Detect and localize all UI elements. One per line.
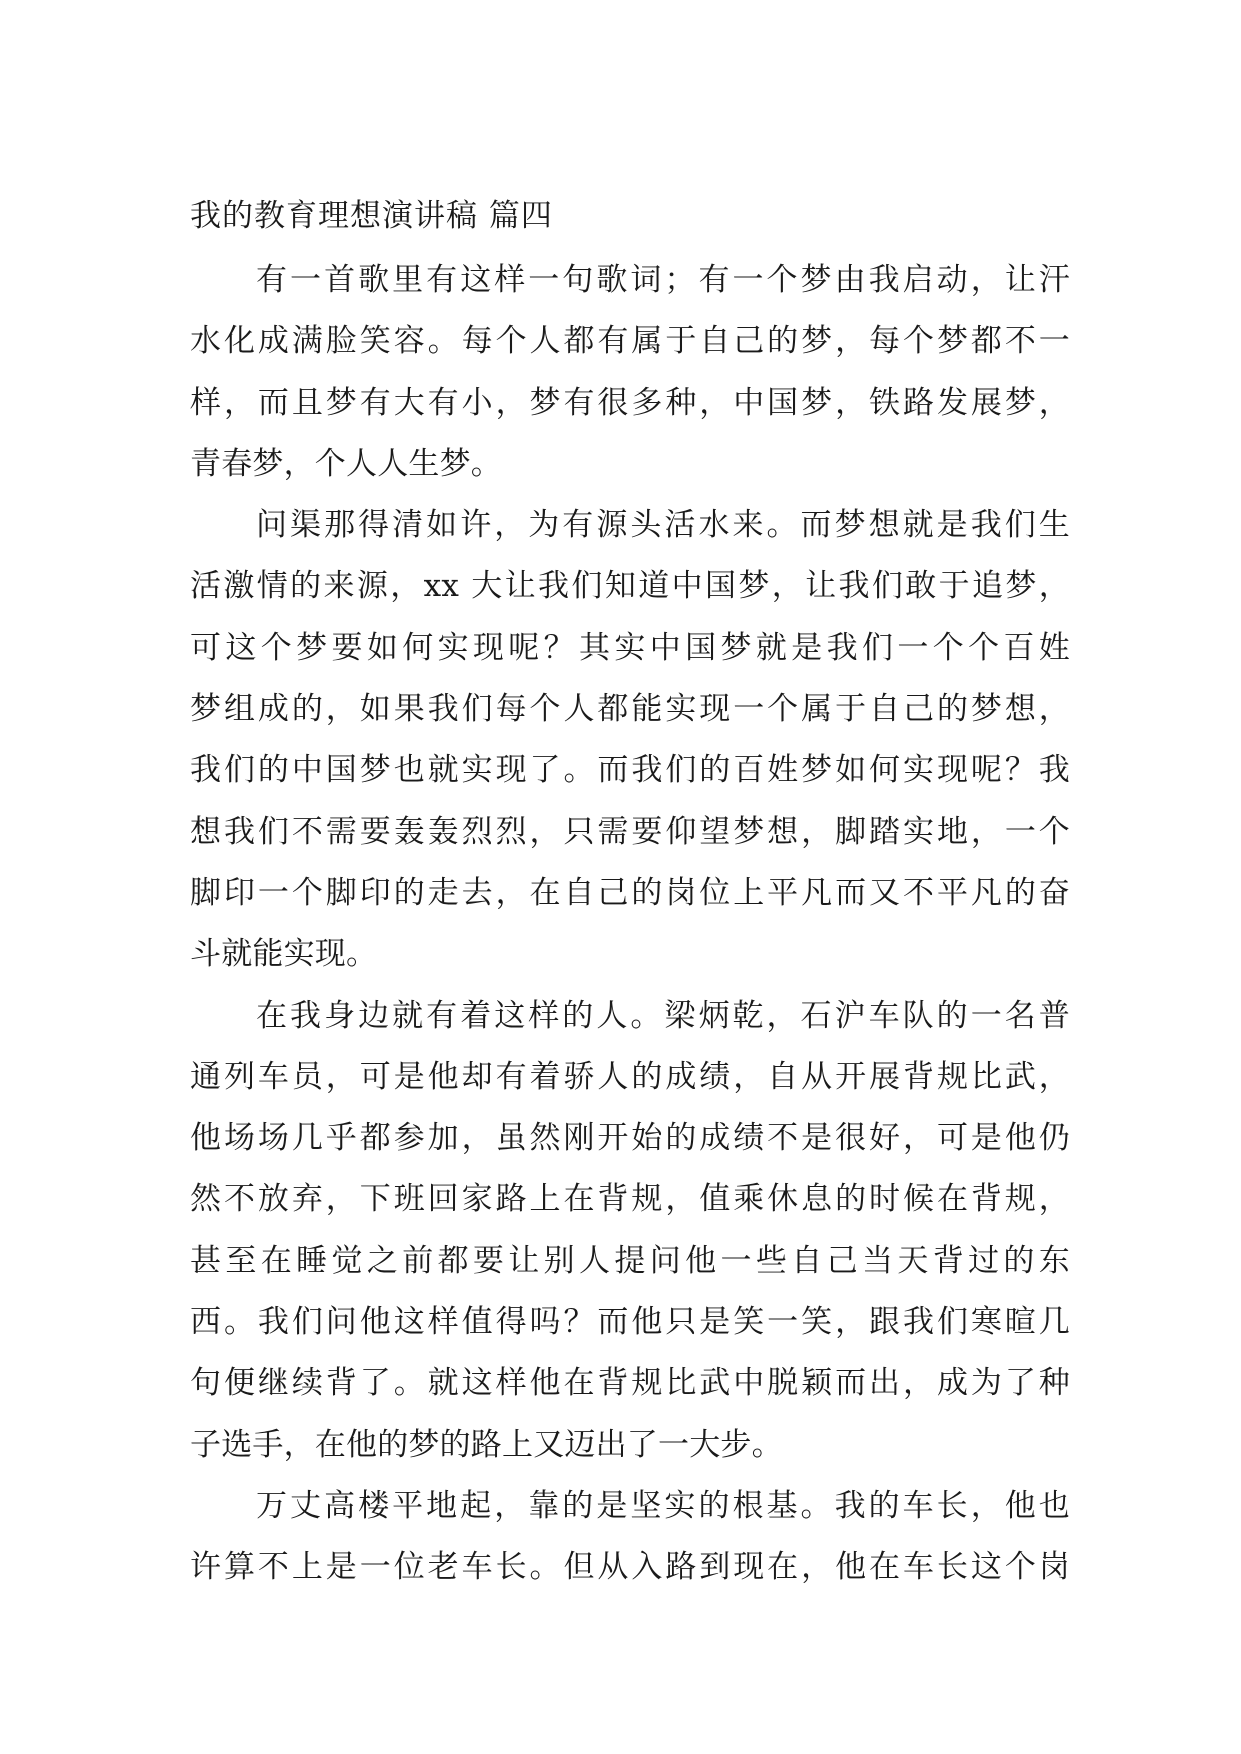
text-line: 脚印一个脚印的走去，在自己的岗位上平凡而又不平凡的奋 — [190, 874, 1070, 911]
text-line: 子选手，在他的梦的路上又迈出了一大步。 — [190, 1426, 783, 1463]
text-line: 句便继续背了。就这样他在背规比武中脱颖而出，成为了种 — [190, 1365, 1070, 1402]
text-line: 样，而且梦有大有小，梦有很多种，中国梦，铁路发展梦， — [190, 384, 1070, 421]
text-line: 在我身边就有着这样的人。梁炳乾，石沪车队的一名普 — [256, 997, 1070, 1034]
text-line: 梦组成的，如果我们每个人都能实现一个属于自己的梦想， — [190, 691, 1070, 728]
text-line: 他场场几乎都参加，虽然刚开始的成绩不是很好，可是他仍 — [190, 1120, 1070, 1157]
paragraph — [190, 986, 1070, 1476]
text-line: 然不放弃，下班回家路上在背规，值乘休息的时候在背规， — [190, 1181, 1070, 1218]
text-line: 斗就能实现。 — [190, 936, 378, 973]
text-line: 有一首歌里有这样一句歌词；有一个梦由我启动，让汗 — [256, 262, 1070, 298]
text-line: 水化成满脸笑容。每个人都有属于自己的梦，每个梦都不一 — [190, 323, 1070, 360]
text-line: 万丈高楼平地起，靠的是坚实的根基。我的车长，他也 — [256, 1487, 1070, 1524]
text-line: 可这个梦要如何实现呢？其实中国梦就是我们一个个百姓 — [190, 629, 1070, 666]
document-body — [190, 250, 1070, 1599]
text-line: 我们的中国梦也就实现了。而我们的百姓梦如何实现呢？我 — [190, 752, 1070, 789]
text-line: 青春梦，个人人生梦。 — [190, 445, 502, 482]
paragraph — [190, 250, 1070, 495]
text-line: 通列车员，可是他却有着骄人的成绩，自从开展背规比武， — [190, 1058, 1070, 1095]
text-line: 甚至在睡觉之前都要让别人提问他一些自己当天背过的东 — [190, 1242, 1070, 1279]
paragraph — [190, 1476, 1070, 1599]
text-line: 许算不上是一位老车长。但从入路到现在，他在车长这个岗 — [190, 1549, 1070, 1586]
text-line: 想我们不需要轰轰烈烈，只需要仰望梦想，脚踏实地，一个 — [190, 813, 1070, 850]
text-line: 西。我们问他这样值得吗？而他只是笑一笑，跟我们寒暄几 — [190, 1304, 1070, 1341]
text-line: 活激情的来源，xx 大让我们知道中国梦，让我们敢于追梦， — [190, 568, 1070, 605]
paragraph — [190, 495, 1070, 985]
document-title: 我的教育理想演讲稿 篇四 — [190, 198, 553, 234]
text-line: 问渠那得清如许，为有源头活水来。而梦想就是我们生 — [256, 507, 1070, 544]
